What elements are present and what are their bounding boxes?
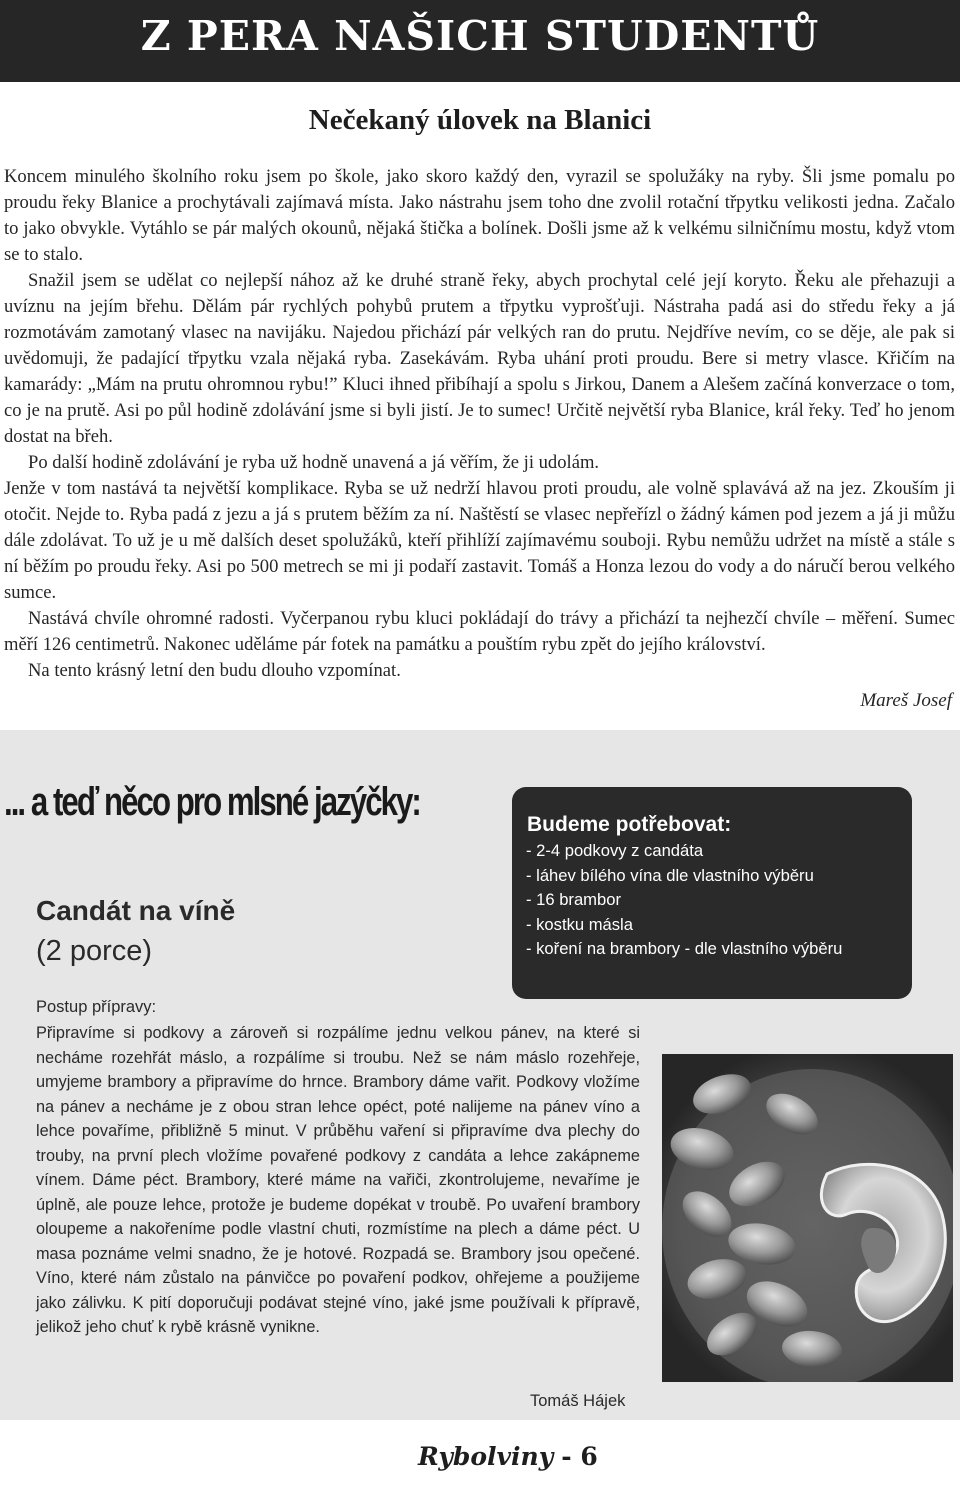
footer-page-label <box>418 1442 598 1471</box>
article-paragraph: Snažil jsem se udělat co nejlepší nához až ke druhé straně řeky, abych prochytal celé její koryto. Řeku ale přehazuji a uvíznu na jejím břehu. Dělám pár rychlých pohybů prutem a třpytku vyprošťuji. Nástraha padá asi do středu řeky a já rozmotávám zamotaný vlasec na navijáku. Najedou přichází pár velkých ran do prutu. Nejdříve nevím, co se děje, ale pak si uvědomuji, že padající třpytku vzala nějaká ryba. Zasekávám. Ryba uhání proti proudu. Bere si metry vlasce. Křičím na kamarády: „Mám na prutu ohromnou rybu!” Kluci ihned přibíhají a spolu s Jirkou, Danem a Alešem začíná konverzace o tom, co je na prutě. Asi po půl hodině zdolávání jsme si byli jistí. Je to sumec! Určitě největší ryba Blanice, král řeky. Teď ho jenom dostat na břeh. <box>4 270 955 447</box>
dish-name: Candát na víně <box>36 895 236 926</box>
header-banner <box>0 0 960 82</box>
article-body <box>4 164 955 684</box>
ingredient-item: - 16 brambor <box>526 890 621 909</box>
magazine-name: Rybolviny <box>418 1442 554 1471</box>
method-text: Připravíme si podkovy a zároveň si rozpálíme jednu velkou pánev, na které si necháme rozehřát máslo, a rozpálíme si troubu. Než se nám máslo rozehřeje, umyjeme brambory a připravíme do hrnce. Brambory dáme vařit. Podkovy vložíme na pánev a necháme je z obou stran lehce opéct, poté nalijeme na pánev víno a lehce povaříme, přibližně 5 minut. V průběhu vaření si připravíme dva plechy do trouby, na první plech vložíme povařené podkovy z candáta a lehce zakápneme vínem. Dáme péct. Brambory, které máme na vařiči, zkontrolujeme, nevaříme je úplně, ale pouze lehce, protože je budeme dopékat v troubě. Po uvaření brambory oloupeme a nakořeníme podle vlastní chuti, rozmístíme na plech a dáme péct. U masa poznáme velmi snadno, že je hotové. Rozpadá se. Brambory jsou opečené. Víno, které nám zůstalo na pánvičce po povaření podkov, ohřejeme a použijeme jako zálivku. K pití doporučuji podávat stejné víno, jaké jsme používali k přípravě, jelikož jeho chuť k rybě krásně vynikne. <box>36 1024 640 1336</box>
page-number: - 6 <box>561 1442 598 1471</box>
ingredient-item: - 2-4 podkovy z candáta <box>526 841 704 860</box>
ingredients-box <box>512 787 912 999</box>
article-paragraph: Po další hodině zdolávání je ryba už hodně unavená a já věřím, že ji udolám. <box>28 452 600 473</box>
article-paragraph: Na tento krásný letní den budu dlouho vzpomínat. <box>28 660 401 681</box>
ingredient-item: - láhev bílého vína dle vlastního výběru <box>526 865 814 885</box>
article-author: Mareš Josef <box>860 690 952 711</box>
ingredient-item: - koření na brambory - dle vlastního výběru <box>526 939 843 958</box>
recipe-author: Tomáš Hájek <box>530 1392 626 1410</box>
section-banner-title: Z PERA NAŠICH STUDENTŮ <box>140 12 820 60</box>
recipe-section-title: ... a teď něco pro mlsné jazýčky: <box>4 780 420 824</box>
ingredients-title: Budeme potřebovat: <box>527 813 732 836</box>
ingredients-list <box>526 839 842 962</box>
method-label: Postup přípravy: <box>36 998 157 1016</box>
ingredient-item: - kostku másla <box>526 914 633 934</box>
dish-portion: (2 porce) <box>36 935 153 967</box>
article-paragraph: Jenže v tom nastává ta největší komplikace. Ryba se už nedrží hlavou proti proudu, ale volně splavává až na jez. Zkouším ji otočit. Nejde to. Ryba padá z jezu a já s prutem běžím za ní. Naštěstí se vlasec nepřeřízl o žádný kámen pod jezem a já ji můžu dále zdolávat. To už je u mě dalších deset spolužáků, kteří přihlíží zajímavému souboji. Rybu nemůžu udržet na místě a stále s ní běžím po proudu řeky. Asi po 500 metrech se mi ji podaří zastavit. Tomáš a Honza lezou do vody a do náručí berou velkého sumce. <box>4 478 955 603</box>
dish-photo <box>662 1054 953 1382</box>
article-paragraph: Nastává chvíle ohromné radosti. Vyčerpanou rybu kluci pokládají do trávy a přichází ta nejhezčí chvíle – měření. Sumec měří 126 centimetrů. Nakonec uděláme pár fotek na památku a pouštím rybu zpět do jejího království. <box>4 608 955 655</box>
article-paragraph: Koncem minulého školního roku jsem po škole, jako skoro každý den, vyrazil se spolužáky na ryby. Šli jsme pomalu po proudu řeky Blanice a prochytávali zajímavá místa. Jako nástrahu jsem toho dne zvolil rotační třpytku velikosti jedna. Začalo to jako obvykle. Vytáhlo se pár malých okounů, nějaká štička a bolínek. Došli jsme až k velkému silničnímu mostu, když vtom se to stalo. <box>4 166 955 265</box>
dish-photo-illustration <box>662 1054 953 1382</box>
article-title: Nečekaný úlovek na Blanici <box>308 104 652 136</box>
